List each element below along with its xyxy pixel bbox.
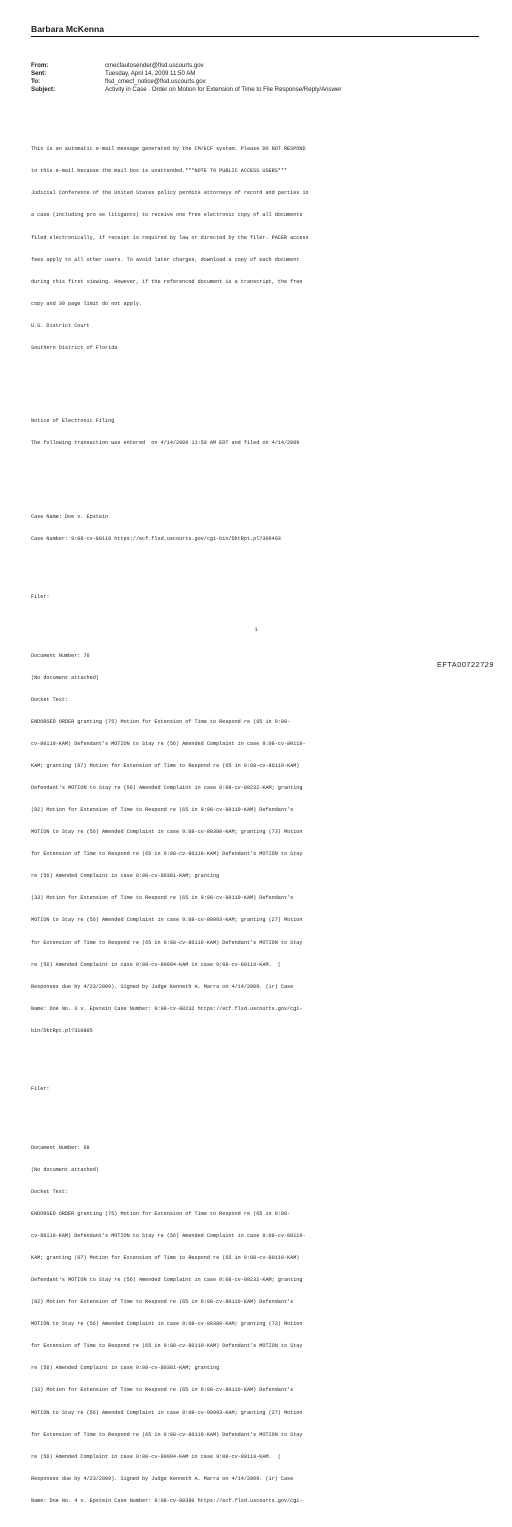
court-name: U.S. District Court [31,322,90,329]
court-district: Southern District of Florida [31,344,118,351]
filing-entered-line: The following transaction was entered on 4/14/2009 11:50 AM EDT and filed on 4/14/2009 [31,440,300,447]
notice-line: a case (including pro se litigants) to receive one free electronic copy of all documents [31,212,303,219]
entry-line: cv-80119-KAM) Defendant's MOTION to Stay re (56) Amended Complaint in case 9:08-cv-80119- [31,1233,306,1240]
entry-line: Defendant's MOTION to Stay re (56) Amended Complaint in case 9:08-cv-80232-KAM; granting [31,785,303,792]
entry-line: Responses due by 4/23/2009). Signed by Judge Kenneth A. Marra on 4/14/2009. (ir) Case [31,1475,294,1482]
notice-line: copy and 30 page limit do not apply. [31,300,143,307]
email-body [31,117,483,1527]
entry-line: (33) Motion for Extension of Time to Respond re (65 in 9:08-cv-80119-KAM) Defendant's [31,1387,294,1394]
case-name: Case Name: Doe v. Epstein [31,513,109,520]
to-value: flsd_cmecf_notice@flsd.uscourts.gov [105,78,206,86]
entry-line: re (56) Amended Complaint in case 9:08-cv-80381-KAM; granting [31,873,220,880]
entry-line: Responses due by 4/23/2009). Signed by Judge Kenneth A. Marra on 4/14/2009. (ir) Case [31,983,294,990]
notice-line: fees apply to all other users. To avoid later charges, download a copy of each document [31,256,300,263]
sent-label: Sent: [31,70,47,78]
notice-line: to this e-mail because the mail box is unattended.***NOTE TO PUBLIC ACCESS USERS*** [31,168,288,175]
case-info [31,499,483,558]
from-value: cmecfautosender@flsd.uscourts.gov [105,62,204,69]
email-header-fields [31,62,341,94]
entry-line: MOTION to Stay re (56) Amended Complaint in case 9:08-cv-80380-KAM; granting (73) Motion [31,1321,303,1328]
entry-line: for Extension of Time to Respond re (65 in 9:08-cv-80119-KAM) Defendant's MOTION to Stay [31,1431,303,1438]
entry-line: (82) Motion for Extension of Time to Respond re (65 in 9:08-cv-80119-KAM) Defendant's [31,1299,294,1306]
entry-line: cv-80119-KAM) Defendant's MOTION to Stay re (56) Amended Complaint in case 9:08-cv-80119- [31,741,306,748]
to-label: To: [31,78,41,86]
entry-line: ENDORSED ORDER granting (75) Motion for Extension of Time to Respond re (65 in 9:08- [31,1211,291,1218]
from-label: From: [31,62,49,69]
entry-line: re (56) Amended Complaint in case 9:08-cv-80994-KAM in case 9:08-cv-80119-KAM. ( [31,961,281,968]
header-row-from [31,62,341,70]
entry-line: (No document attached) [31,675,99,682]
entry-line: KAM; granting (67) Motion for Extension of Time to Respond re (65 in 9:08-cv-80119-KAM) [31,763,300,770]
notice-line: Judicial Conference of the United States policy permits attorneys of record and parties in [31,190,309,197]
header-row-sent [31,70,341,78]
entry-line: (No document attached) [31,1167,99,1174]
filing-intro [31,403,483,462]
email-owner-name: Barbara McKenna [31,24,105,34]
entry-line: re (56) Amended Complaint in case 9:08-cv-80381-KAM; granting [31,1365,220,1372]
entry-line: Defendant's MOTION to Stay re (56) Amended Complaint in case 9:08-cv-80232-KAM; granting [31,1277,303,1284]
entry-line: Document Number: 68 [31,1145,90,1152]
entry-line: for Extension of Time to Respond re (65 in 9:08-cv-80119-KAM) Defendant's MOTION to Stay [31,1343,303,1350]
entry-line: Docket Text: [31,1189,69,1196]
entry-line: bin/DktRpt.pl?310805 [31,1027,93,1034]
entry-line: Docket Text: [31,697,69,704]
notice-block [31,132,483,367]
entry-line: Name: Doe No. 3 v. Epstein Case Number: 9:08-cv-80232 https://ecf.flsd.uscourts.gov/cgi- [31,1005,303,1012]
sent-value: Tuesday, April 14, 2009 11:50 AM [105,70,196,78]
page-number: 1 [254,627,258,633]
subject-label: Subject: [31,86,56,94]
filer-label: Filer: [31,1086,50,1093]
entry-line: for Extension of Time to Respond re (65 in 9:08-cv-80119-KAM) Defendant's MOTION to Stay [31,939,303,946]
docket-entry [31,1130,483,1519]
entry-line: (33) Motion for Extension of Time to Respond re (65 in 9:08-cv-80119-KAM) Defendant's [31,895,294,902]
entry-line: for Extension of Time to Respond re (65 in 9:08-cv-80119-KAM) Defendant's MOTION to Stay [31,851,303,858]
notice-line: during this first viewing. However, if the referenced document is a transcript, the free [31,278,303,285]
notice-line: This is an automatic e-mail message generated by the CM/ECF system. Please DO NOT RESPOND [31,146,306,153]
filer-label: Filer: [31,594,50,601]
docket-entry [31,638,483,1049]
notice-line: filed electronically, if receipt is required by law or directed by the filer. PACER access [31,234,309,241]
document-id: EFTA00722729 [436,660,494,669]
entry-line: MOTION to Stay re (56) Amended Complaint in case 9:08-cv-80993-KAM; granting (27) Motion [31,1409,303,1416]
entry-line: Document Number: 76 [31,653,90,660]
entry-line: ENDORSED ORDER granting (75) Motion for Extension of Time to Respond re (65 in 9:08- [31,719,291,726]
entry-line: Name: Doe No. 4 v. Epstein Case Number: 9:08-cv-80380 https://ecf.flsd.uscourts.gov/cgi- [31,1497,303,1504]
header-row-to [31,78,341,86]
case-number: Case Number: 9:08-cv-80119 https://ecf.flsd.uscourts.gov/cgi-bin/DktRpt.pl?309403 [31,535,281,542]
entry-line: MOTION to Stay re (56) Amended Complaint in case 9:08-cv-80993-KAM; granting (27) Motion [31,917,303,924]
entry-line: MOTION to Stay re (56) Amended Complaint in case 9:08-cv-80380-KAM; granting (73) Motion [31,829,303,836]
entry-line: KAM; granting (67) Motion for Extension of Time to Respond re (65 in 9:08-cv-80119-KAM) [31,1255,300,1262]
filing-title: Notice of Electronic Filing [31,418,115,425]
entry-line: (82) Motion for Extension of Time to Respond re (65 in 9:08-cv-80119-KAM) Defendant's [31,807,294,814]
header-row-subject [31,86,341,94]
entry-line: re (56) Amended Complaint in case 9:08-cv-80994-KAM in case 9:08-cv-80119-KAM. ( [31,1453,281,1460]
subject-value: Activity in Case . Order on Motion for Extension of Time to File Response/Reply/Answer [105,86,342,94]
header-rule [31,36,479,37]
